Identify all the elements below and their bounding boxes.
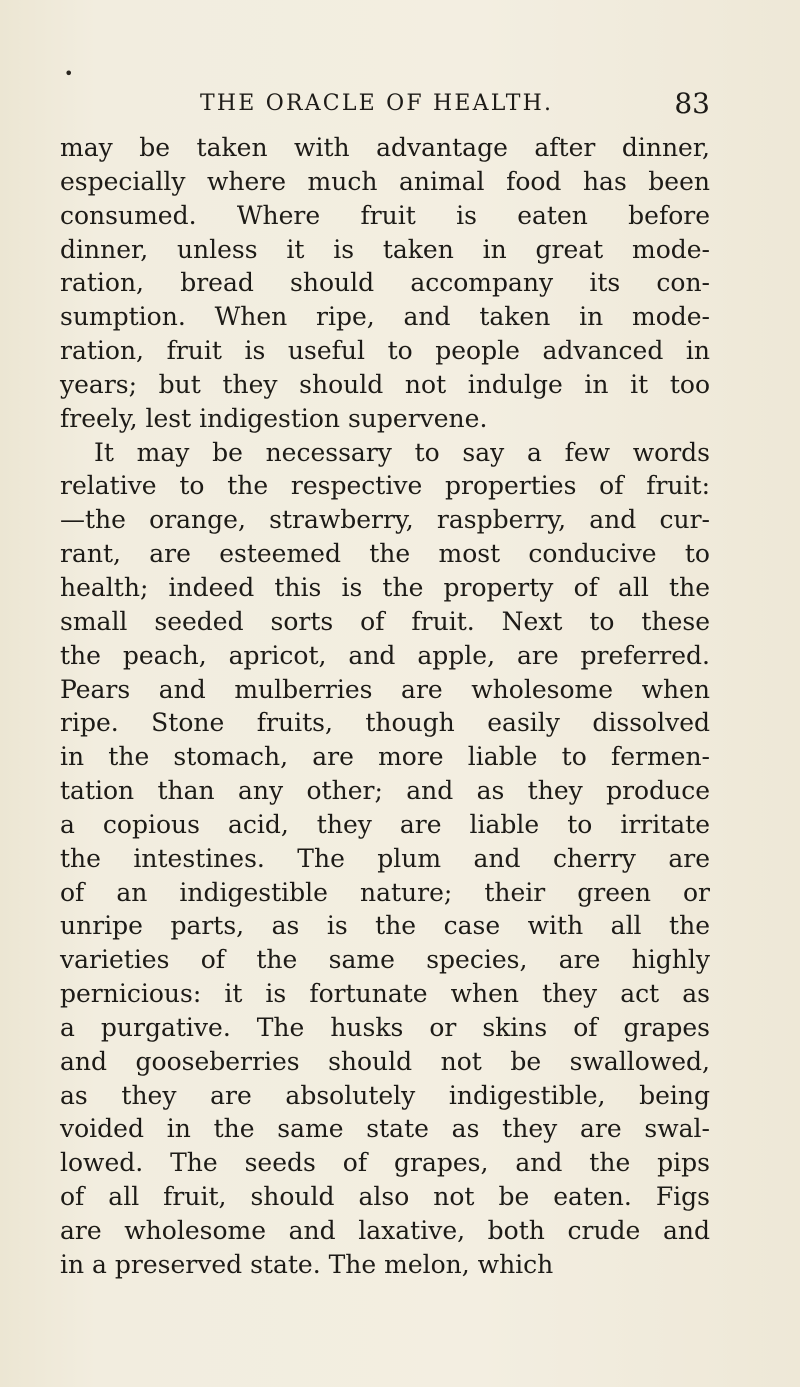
paragraph-end-line: freely, lest indigestion supervene. [60,403,488,433]
text-line: the peach, apricot, and apple, are preferred. [60,640,710,670]
text-line: in the stomach, are more liable to fermen- [60,742,710,772]
text-line: ration, fruit is useful to people advanced in [60,336,710,366]
text-line: ration, bread should accompany its con- [60,268,710,298]
running-title: THE ORACLE OF HEALTH. [200,91,554,116]
text-line: the intestines. The plum and cherry are [60,843,710,873]
text-line: tation than any other; and as they produce [60,776,710,806]
text-line: varieties of the same species, are highly [60,945,710,975]
text-line: may be taken with advantage after dinner, [60,133,710,162]
text-line: as they are absolutely indigestible, being [60,1080,710,1110]
text-line: are wholesome and laxative, both crude and [60,1216,710,1245]
text-line: a copious acid, they are liable to irritate [60,809,710,839]
text-line: especially where much animal food has been [60,166,710,196]
text-line: a purgative. The husks or skins of grapes [60,1012,710,1042]
text-line: pernicious: it is fortunate when they act as [60,979,710,1009]
text-line: small seeded sorts of fruit. Next to these [60,606,710,636]
text-line: of all fruit, should also not be eaten. Figs [60,1182,710,1212]
body-text [60,131,710,1282]
text-line: consumed. Where fruit is eaten before [60,200,710,230]
text-line: Pears and mulberries are wholesome when [60,674,710,704]
text-line: relative to the respective properties of fruit: [60,471,710,501]
text-line: dinner, unless it is taken in great mode- [60,234,710,264]
text-line: voided in the same state as they are swal- [60,1114,710,1144]
text-line: years; but they should not indulge in it too [60,369,710,399]
text-line: —the orange, strawberry, raspberry, and cur- [60,505,710,535]
text-line: rant, are esteemed the most conducive to [60,539,710,569]
text-line: and gooseberries should not be swallowed, [60,1046,710,1076]
page-number: 83 [674,87,710,120]
stray-ink-mark: • [64,64,74,83]
paragraph-start-line: It may be necessary to say a few words [94,437,710,467]
text-line: of an indigestible nature; their green or [60,877,710,907]
text-line: lowed. The seeds of grapes, and the pips [60,1148,710,1178]
text-line: health; indeed this is the property of all the [60,572,710,602]
text-line: unripe parts, as is the case with all the [60,911,710,941]
text-line: sumption. When ripe, and taken in mode- [60,302,710,332]
text-line: in a preserved state. The melon, which [60,1249,554,1279]
page-header [200,86,710,122]
text-line: ripe. Stone fruits, though easily dissolved [60,708,710,738]
